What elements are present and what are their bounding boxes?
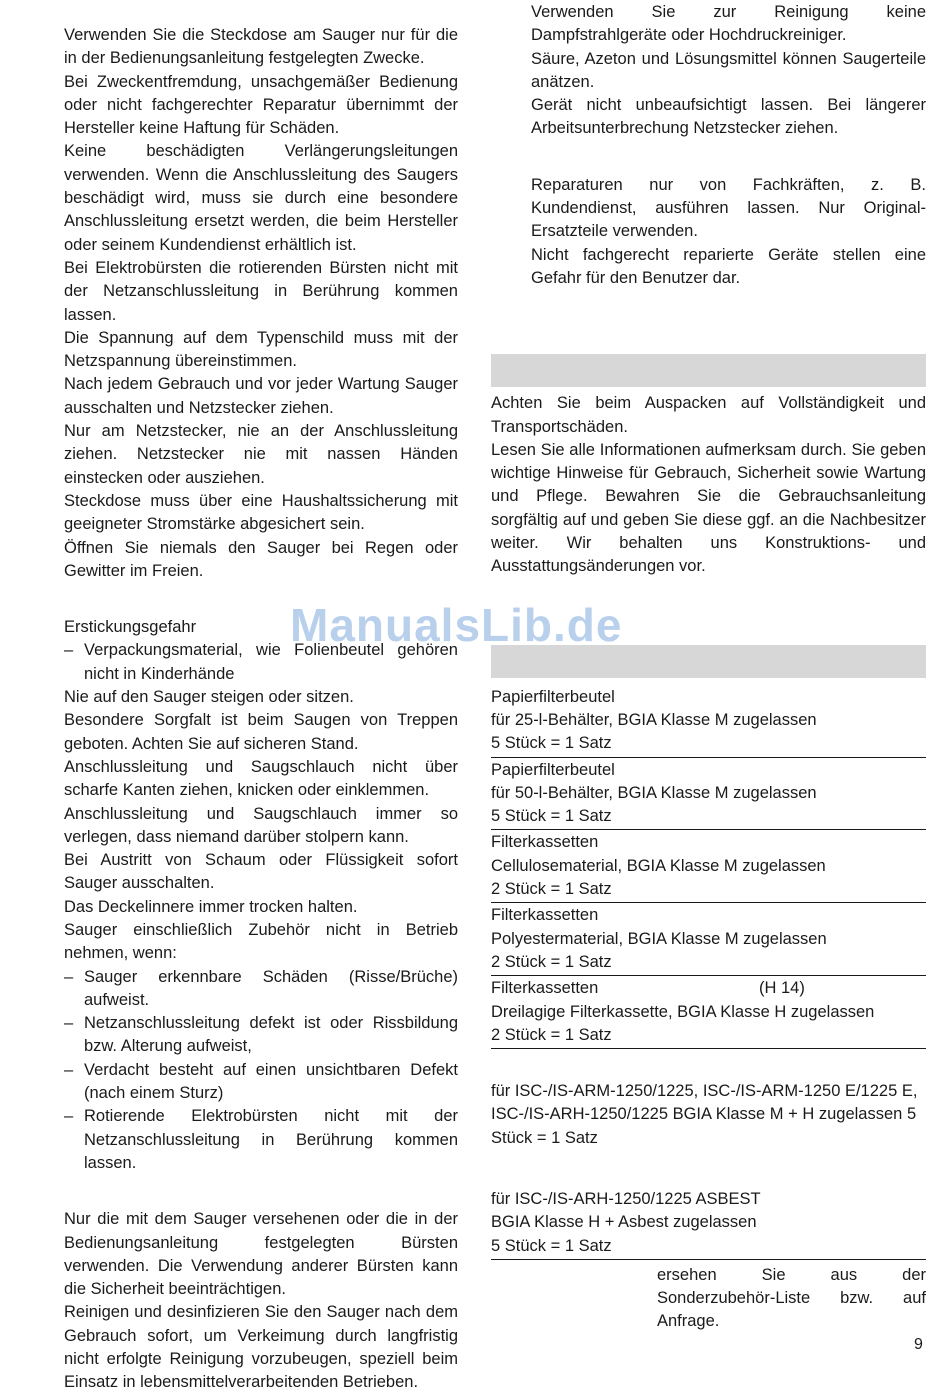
- paragraph: Lesen Sie alle Informationen aufmerksam durch. Sie geben wichtige Hinweise für Gebrauch, Sicherheit sowie Wartung und Pflege. Bewahren Sie die Gebrauchsanleitung sorgfältig auf und geben Sie diese ggf. an die Nachbesitzer weiter. Wir behalten uns Konstruktions- und Ausstattungsänderungen vor.: [491, 440, 926, 576]
- paragraph: Anschlussleitung und Saugschlauch immer so verlegen, dass niemand darüber stolpern kann.: [64, 804, 458, 846]
- list-item: Filterkassetten (H 14) Dreilagige Filterkassette, BGIA Klasse H zugelassen 2 Stück = 1 Satz: [491, 976, 926, 1049]
- paragraph: Achten Sie beim Auspacken auf Vollständigkeit und Transportschäden.: [491, 394, 926, 436]
- left-block-3: [64, 1208, 458, 1394]
- paragraph: Reinigen und desinfizieren Sie den Sauger nach dem Gebrauch sofort, um Verkeimung durch langfristig nicht erfolgte Reinigung vorzubeugen, speziell beim Einsatz in lebensmittelverarbeitenden Betrieben.: [64, 1303, 458, 1392]
- list-item: Filterkassetten Polyestermaterial, BGIA Klasse M zugelassen 2 Stück = 1 Satz: [491, 903, 926, 976]
- paragraph: Anschlussleitung und Saugschlauch nicht über scharfe Kanten ziehen, knicken oder einklemmen.: [64, 757, 458, 800]
- paragraph: Verwenden Sie zur Reinigung keine Dampfstrahlgeräte oder Hochdruckreiniger.: [531, 3, 926, 45]
- paragraph: Das Deckelinnere immer trocken halten.: [64, 897, 358, 916]
- paragraph: Steckdose muss über eine Haushaltssicherung mit geeigneter Stromstärke abgesichert sein.: [64, 491, 458, 534]
- accessory-list: [491, 685, 926, 1334]
- list-item: Papierfilterbeutel für 25-l-Behälter, BGIA Klasse M zugelassen 5 Stück = 1 Satz: [491, 685, 926, 758]
- paragraph: Bei Austritt von Schaum oder Flüssigkeit sofort Sauger ausschalten.: [64, 851, 458, 893]
- paragraph: Bei Zweckentfremdung, unsachgemäßer Bedienung oder nicht fachgerechter Reparatur übernimmt der Hersteller keine Haftung für Schäden.: [64, 72, 458, 138]
- paragraph: Die Spannung auf dem Typenschild muss mit der Netzspannung übereinstimmen.: [64, 328, 458, 371]
- right-block-3: [491, 392, 926, 578]
- paragraph: Erstickungsgefahr: [64, 618, 197, 637]
- left-block-2: [64, 616, 458, 1175]
- paragraph: Säure, Azeton und Lösungsmittel können Saugerteile anätzen.: [531, 49, 926, 91]
- paragraph: Nie auf den Sauger steigen oder sitzen.: [64, 688, 354, 707]
- bullet-item: – Verpackungsmaterial, wie Folienbeutel gehören nicht in Kinderhände: [64, 641, 458, 683]
- bullet-item: – Sauger erkennbare Schäden (Risse/Brüche) aufweist.: [64, 967, 458, 1009]
- paragraph: Öffnen Sie niemals den Sauger bei Regen oder Gewitter im Freien.: [64, 538, 458, 580]
- right-block-1: [491, 0, 926, 141]
- section-header-bar: [491, 354, 926, 387]
- list-item: für ISC-/IS-ARM-1250/1225, ISC-/IS-ARM-1250 E/1225 E, ISC-/IS-ARH-1250/1225 BGIA Klasse M + H zugelassen 5 Stück = 1 Satz: [491, 1082, 918, 1147]
- left-column: [64, 24, 458, 1395]
- left-block-1: [64, 24, 458, 583]
- paragraph: Reparaturen nur von Fachkräften, z. B. Kundendienst, ausführen lassen. Nur Original-Ersatzteile verwenden.: [531, 175, 926, 241]
- footer-note: ersehen Sie aus der Sonderzubehör-Liste bzw. auf Anfrage.: [657, 1265, 926, 1331]
- list-item: für ISC-/IS-ARH-1250/1225 ASBEST BGIA Klasse H + Asbest zugelassen 5 Stück = 1 Satz: [491, 1187, 926, 1260]
- right-column: [491, 0, 926, 1334]
- paragraph: Gerät nicht unbeaufsichtigt lassen. Bei längerer Arbeitsunterbrechung Netzstecker ziehen.: [531, 96, 926, 138]
- list-item: Filterkassetten Cellulosematerial, BGIA Klasse M zugelassen 2 Stück = 1 Satz: [491, 830, 926, 903]
- bullet-item: – Verdacht besteht auf einen unsichtbaren Defekt (nach einem Sturz): [64, 1060, 458, 1103]
- list-item: Papierfilterbeutel für 50-l-Behälter, BGIA Klasse M zugelassen 5 Stück = 1 Satz: [491, 758, 926, 831]
- bullet-item: – Netzanschlussleitung defekt ist oder Rissbildung bzw. Alterung aufweist,: [64, 1014, 458, 1056]
- paragraph: Bei Elektrobürsten die rotierenden Bürsten nicht mit der Netzanschlussleitung in Berührung kommen lassen.: [64, 258, 458, 324]
- paragraph: Besondere Sorgfalt ist beim Saugen von Treppen geboten. Achten Sie auf sicheren Stand.: [64, 711, 458, 753]
- paragraph: Verwenden Sie die Steckdose am Sauger nur für die in der Bedienungsanleitung festgelegten Zwecke.: [64, 26, 458, 68]
- paragraph: Nach jedem Gebrauch und vor jeder Wartung Sauger ausschalten und Netzstecker ziehen.: [64, 375, 458, 417]
- page-number: 9: [914, 1336, 923, 1353]
- watermark: ManualsLib.de: [290, 599, 623, 651]
- paragraph: Nur am Netzstecker, nie an der Anschlussleitung ziehen. Netzstecker nie mit nassen Händen einstecken oder ausziehen.: [64, 422, 458, 487]
- paragraph: Sauger einschließlich Zubehör nicht in Betrieb nehmen, wenn:: [64, 920, 458, 963]
- paragraph: Nur die mit dem Sauger versehenen oder die in der Bedienungsanleitung festgelegten Bürsten verwenden. Die Verwendung anderer Bürsten kann die Sicherheit beeinträchtigen.: [64, 1210, 458, 1299]
- paragraph: Nicht fachgerecht reparierte Geräte stellen eine Gefahr für den Benutzer dar.: [531, 245, 926, 287]
- bullet-item: – Rotierende Elektrobürsten nicht mit der Netzanschlussleitung in Berührung kommen lassen.: [64, 1107, 458, 1172]
- right-block-2: [491, 174, 926, 290]
- paragraph: Keine beschädigten Verlängerungsleitungen verwenden. Wenn die Anschlussleitung des Saugers beschädigt wird, muss sie durch eine besondere Anschlussleitung ersetzt werden, die beim Hersteller oder seinem Kundendienst erhältlich ist.: [64, 142, 458, 254]
